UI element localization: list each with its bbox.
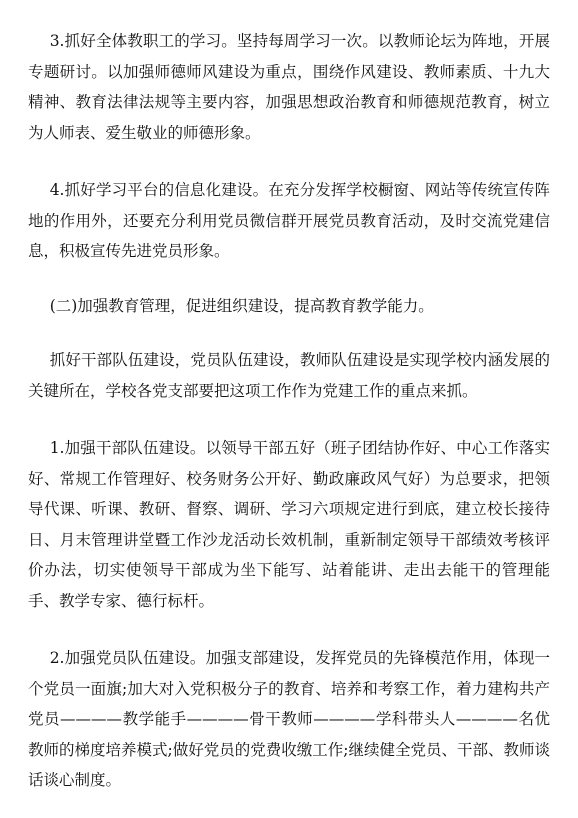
paragraph-gap	[28, 406, 550, 433]
paragraph-platform-informatization: 4.抓好学习平台的信息化建设。在充分发挥学校橱窗、网站等传统宣传阵地的作用外，还要充分利用党员微信群开展党员教育活动，及时交流党建信息，积极宣传先进党员形象。	[28, 181, 550, 260]
section-heading-education-management: (二)加强教育管理，促进组织建设，提高教育教学能力。	[49, 296, 434, 315]
paragraph-staff-study: 3.抓好全体教职工的学习。坚持每周学习一次。以教师论坛为阵地，开展专题研讨。以加强师德师风建设为重点，围绕作风建设、教师素质、十九大精神、教育法律法规等主要内容，加强思想政治教育和师德规范教育，树立为人师表、爱生敬业的师德形象。	[28, 32, 550, 142]
paragraph-cadre-team: 1.加强干部队伍建设。以领导干部五好（班子团结协作好、中心工作落实好、常规工作管理好、校务财务公开好、勤政廉政风气好）为总要求，把领导代课、听课、教研、督察、调研、学习六项规定进行到底，建立校长接待日、月末管理讲堂暨工作沙龙活动长效机制，重新制定领导干部绩效考核评价办法，切实使领导干部成为坐下能写、站着能讲、走出去能干的管理能手、教学专家、德行标杆。	[28, 439, 550, 610]
document-page	[28, 26, 550, 796]
paragraph-party-member-team: 2.加强党员队伍建设。加强支部建设，发挥党员的先锋模范作用，体现一个党员一面旗;加大对入党积极分子的教育、培养和考察工作，着力建构共产党员————教学能手————骨干教师————学科带头人————名优教师的梯度培养模式;做好党员的党费收缴工作;继续健全党员、干部、教师谈话谈心制度。	[28, 649, 550, 789]
paragraph-gap	[28, 148, 550, 175]
paragraph-gap	[28, 267, 550, 291]
paragraph-team-building: 抓好干部队伍建设，党员队伍建设，教师队伍建设是实现学校内涵发展的关键所在，学校各党支部要把这项工作作为党建工作的重点来抓。	[28, 351, 550, 400]
paragraph-gap	[28, 321, 550, 345]
paragraph-gap	[28, 616, 550, 643]
